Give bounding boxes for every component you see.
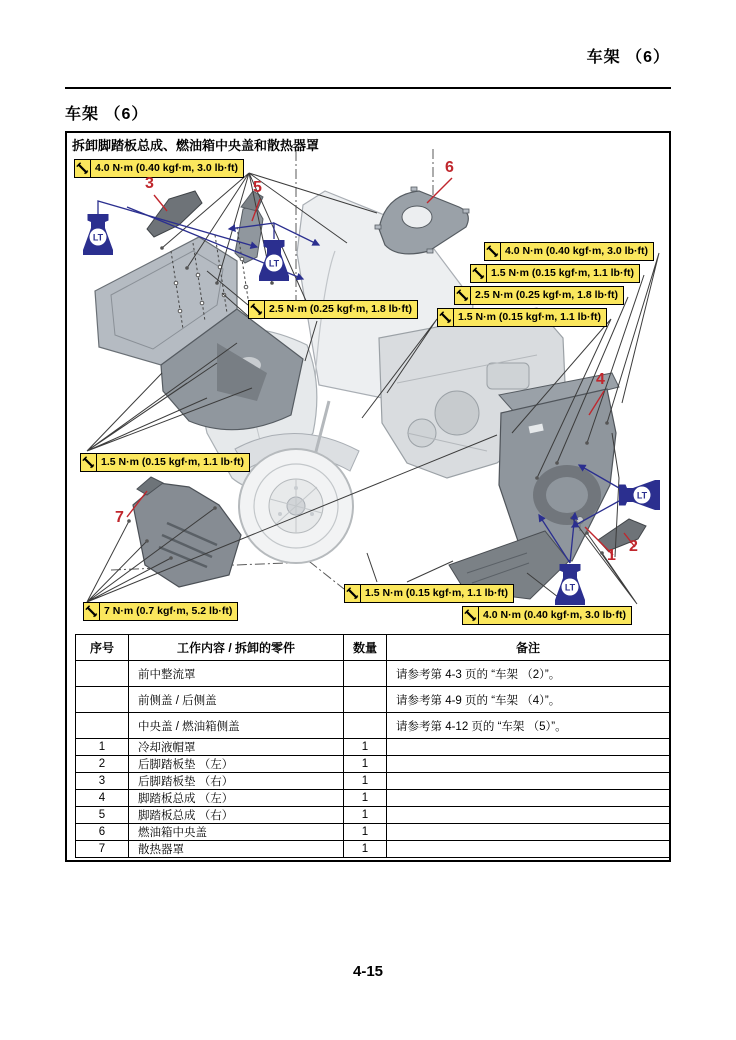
part-name: 后脚踏板垫 （左） (129, 756, 344, 773)
torque-wrench-icon (249, 301, 265, 318)
torque-label (248, 300, 418, 319)
torque-wrench-icon (75, 160, 91, 177)
part-name: 中央盖 / 燃油箱侧盖 (129, 713, 344, 739)
table-header-row (76, 635, 670, 661)
torque-wrench-icon (455, 287, 471, 304)
part-name: 后脚踏板垫 （右） (129, 773, 344, 790)
torque-wrench-icon (485, 243, 501, 260)
torque-value: 1.5 N·m (0.15 kgf·m, 1.1 lb·ft) (365, 587, 508, 599)
torque-label (470, 264, 640, 283)
item-no: 2 (76, 756, 129, 773)
part-2-rear-footboard-pad (598, 519, 646, 551)
callout-number: 5 (253, 179, 262, 196)
svg-text:LT: LT (92, 232, 104, 243)
torque-wrench-icon (471, 265, 487, 282)
torque-label (83, 602, 238, 621)
part-name: 散热器罩 (129, 841, 344, 858)
remark: 请参考第 4-12 页的 “车架 （5）”。 (387, 713, 670, 739)
torque-wrench-icon (84, 603, 100, 620)
part-name: 前侧盖 / 后侧盖 (129, 687, 344, 713)
item-qty: 1 (344, 841, 387, 858)
loctite-bottle-icon (83, 214, 113, 255)
torque-value: 1.5 N·m (0.15 kgf·m, 1.1 lb·ft) (491, 267, 634, 279)
header-rule (65, 87, 671, 89)
torque-value: 7 N·m (0.7 kgf·m, 5.2 lb·ft) (104, 605, 233, 617)
table-row (76, 687, 670, 713)
item-no: 4 (76, 790, 129, 807)
item-qty: 1 (344, 824, 387, 841)
col-header-job: 工作内容 / 拆卸的零件 (129, 635, 344, 661)
loctite-bottle-icon (619, 480, 660, 510)
loctite-bottle-icon (259, 240, 289, 281)
torque-wrench-icon (438, 309, 454, 326)
torque-value: 4.0 N·m (0.40 kgf·m, 3.0 lb·ft) (483, 609, 626, 621)
torque-value: 1.5 N·m (0.15 kgf·m, 1.1 lb·ft) (458, 311, 601, 323)
table-row (76, 773, 670, 790)
torque-value: 4.0 N·m (0.40 kgf·m, 3.0 lb·ft) (95, 162, 238, 174)
item-qty: 1 (344, 807, 387, 824)
item-qty: 1 (344, 790, 387, 807)
table-row (76, 841, 670, 858)
item-no: 6 (76, 824, 129, 841)
table-row (76, 824, 670, 841)
part-name: 燃油箱中央盖 (129, 824, 344, 841)
table-row (76, 713, 670, 739)
torque-value: 2.5 N·m (0.25 kgf·m, 1.8 lb·ft) (475, 289, 618, 301)
section-title: 车架 （6） (65, 106, 149, 123)
torque-wrench-icon (463, 607, 479, 624)
torque-value: 2.5 N·m (0.25 kgf·m, 1.8 lb·ft) (269, 303, 412, 315)
callout-number: 4 (596, 371, 605, 388)
torque-label (454, 286, 624, 305)
torque-label (74, 159, 244, 178)
page-header-title: 车架 （6） (586, 49, 670, 66)
part-name: 脚踏板总成 （右） (129, 807, 344, 824)
scooter-exploded-diagram (67, 133, 668, 633)
torque-wrench-icon (345, 585, 361, 602)
callout-number: 2 (629, 538, 638, 555)
part-6-fuel-tank-center-cover (375, 187, 469, 254)
part-name: 冷却液帽罩 (129, 739, 344, 756)
table-row (76, 807, 670, 824)
svg-text:LT: LT (268, 258, 280, 269)
torque-value: 1.5 N·m (0.15 kgf·m, 1.1 lb·ft) (101, 456, 244, 468)
torque-label (80, 453, 250, 472)
callout-number: 1 (607, 547, 616, 564)
table-row (76, 756, 670, 773)
item-no: 5 (76, 807, 129, 824)
item-no: 3 (76, 773, 129, 790)
col-header-number: 序号 (76, 635, 129, 661)
table-row (76, 790, 670, 807)
col-header-qty: 数量 (344, 635, 387, 661)
svg-text:LT: LT (564, 582, 576, 593)
procedure-title: 拆卸脚踏板总成、燃油箱中央盖和散热器罩 (72, 138, 320, 153)
item-qty: 1 (344, 739, 387, 756)
part-3-rear-footboard-pad-left (147, 191, 202, 237)
item-qty: 1 (344, 756, 387, 773)
remark: 请参考第 4-3 页的 “车架 （2）”。 (387, 661, 670, 687)
torque-label (462, 606, 632, 625)
part-name: 前中整流罩 (129, 661, 344, 687)
part-name: 脚踏板总成 （左） (129, 790, 344, 807)
torque-label (484, 242, 654, 261)
col-header-remarks: 备注 (387, 635, 670, 661)
table-row (76, 661, 670, 687)
parts-table (75, 634, 670, 858)
procedure-box (65, 131, 671, 862)
callout-number: 6 (445, 159, 454, 176)
remark: 请参考第 4-9 页的 “车架 （4）”。 (387, 687, 670, 713)
loctite-bottle-icon (555, 564, 585, 605)
torque-label (344, 584, 514, 603)
callout-number: 7 (115, 509, 124, 526)
table-row (76, 739, 670, 756)
page-number: 4-15 (352, 963, 384, 980)
item-no: 1 (76, 739, 129, 756)
torque-wrench-icon (81, 454, 97, 471)
svg-text:LT: LT (636, 490, 648, 501)
torque-value: 4.0 N·m (0.40 kgf·m, 3.0 lb·ft) (505, 245, 648, 257)
item-qty: 1 (344, 773, 387, 790)
part-7-radiator-cover (133, 477, 241, 587)
torque-label (437, 308, 607, 327)
callout-number: 3 (145, 175, 154, 192)
item-no: 7 (76, 841, 129, 858)
